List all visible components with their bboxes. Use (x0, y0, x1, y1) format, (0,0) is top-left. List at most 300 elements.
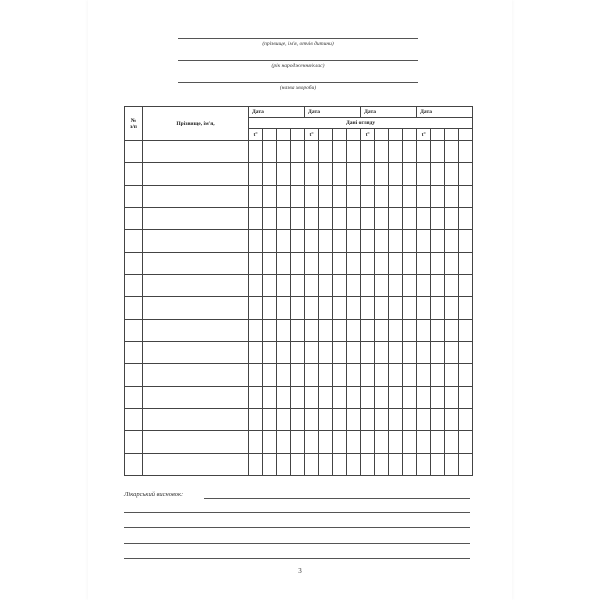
number-header-abbrev: з/п (130, 123, 137, 130)
table-cell[interactable] (125, 297, 143, 319)
table-cell[interactable] (375, 297, 389, 319)
table-cell[interactable] (459, 297, 473, 319)
table-cell[interactable] (389, 230, 403, 252)
table-cell[interactable] (459, 207, 473, 229)
table-cell[interactable] (333, 364, 347, 386)
table-row (125, 274, 473, 296)
table-cell[interactable] (403, 297, 417, 319)
table-cell[interactable] (445, 408, 459, 430)
table-cell[interactable] (431, 386, 445, 408)
table-row (125, 297, 473, 319)
table-cell[interactable] (431, 431, 445, 453)
table-cell[interactable] (445, 431, 459, 453)
conclusion-line[interactable] (124, 558, 470, 559)
table-cell[interactable] (347, 274, 361, 296)
table-cell[interactable] (333, 319, 347, 341)
table-cell[interactable] (291, 163, 305, 185)
table-cell[interactable] (125, 185, 143, 207)
table-cell[interactable] (389, 341, 403, 363)
table-cell[interactable] (375, 207, 389, 229)
table-cell[interactable] (125, 341, 143, 363)
table-cell[interactable] (389, 163, 403, 185)
table-cell[interactable] (291, 230, 305, 252)
table-cell[interactable] (389, 364, 403, 386)
table-cell[interactable] (319, 341, 333, 363)
table-cell[interactable] (445, 163, 459, 185)
table-cell[interactable] (305, 141, 319, 163)
table-cell[interactable] (445, 274, 459, 296)
table-cell[interactable] (431, 453, 445, 475)
table-row (125, 431, 473, 453)
table-cell[interactable] (333, 386, 347, 408)
table-cell[interactable] (143, 185, 249, 207)
table-row (125, 453, 473, 475)
table-cell[interactable] (319, 252, 333, 274)
table-cell[interactable] (277, 297, 291, 319)
table-cell[interactable] (389, 252, 403, 274)
table-cell[interactable] (375, 274, 389, 296)
table-cell[interactable] (125, 319, 143, 341)
table-cell[interactable] (143, 163, 249, 185)
table-cell[interactable] (361, 319, 375, 341)
table-cell[interactable] (305, 364, 319, 386)
table-cell[interactable] (291, 207, 305, 229)
table-cell[interactable] (249, 230, 263, 252)
table-cell[interactable] (305, 408, 319, 430)
table-cell[interactable] (375, 431, 389, 453)
number-column-header (125, 107, 143, 141)
table-cell[interactable] (333, 341, 347, 363)
table-cell[interactable] (459, 230, 473, 252)
table-cell[interactable] (417, 252, 431, 274)
table-cell[interactable] (389, 386, 403, 408)
table-cell[interactable] (143, 230, 249, 252)
table-cell[interactable] (361, 207, 375, 229)
table-cell[interactable] (445, 141, 459, 163)
table-cell[interactable] (417, 297, 431, 319)
table-cell[interactable] (445, 230, 459, 252)
table-cell[interactable] (263, 431, 277, 453)
table-cell[interactable] (305, 453, 319, 475)
table-cell[interactable] (319, 230, 333, 252)
table-cell[interactable] (143, 386, 249, 408)
table-cell[interactable] (291, 141, 305, 163)
table-cell[interactable] (403, 163, 417, 185)
table-cell[interactable] (291, 274, 305, 296)
table-cell[interactable] (459, 163, 473, 185)
table-cell[interactable] (445, 185, 459, 207)
table-cell[interactable] (305, 252, 319, 274)
table-cell[interactable] (389, 319, 403, 341)
table-cell[interactable] (361, 341, 375, 363)
table-cell[interactable] (417, 185, 431, 207)
table-cell[interactable] (319, 453, 333, 475)
table-cell[interactable] (319, 319, 333, 341)
table-cell[interactable] (263, 408, 277, 430)
table-cell[interactable] (347, 230, 361, 252)
table-cell[interactable] (319, 274, 333, 296)
table-cell[interactable] (249, 207, 263, 229)
table-cell[interactable] (403, 185, 417, 207)
name-column-header: Прізвище, ім'я, (143, 107, 249, 141)
table-cell[interactable] (333, 185, 347, 207)
table-cell[interactable] (459, 431, 473, 453)
table-cell[interactable] (361, 141, 375, 163)
field-line-child-name (178, 38, 418, 39)
table-cell[interactable] (125, 364, 143, 386)
table-cell[interactable] (263, 252, 277, 274)
table-cell[interactable] (417, 163, 431, 185)
table-cell[interactable] (361, 408, 375, 430)
table-cell[interactable] (347, 141, 361, 163)
table-cell[interactable] (459, 319, 473, 341)
table-cell[interactable] (143, 274, 249, 296)
table-cell[interactable] (389, 297, 403, 319)
table-cell[interactable] (417, 364, 431, 386)
table-cell[interactable] (125, 408, 143, 430)
table-cell[interactable] (347, 207, 361, 229)
table-cell[interactable] (249, 453, 263, 475)
table-cell[interactable] (445, 207, 459, 229)
table-cell[interactable] (249, 163, 263, 185)
table-cell[interactable] (361, 364, 375, 386)
number-header-symbol: № (130, 117, 137, 124)
table-cell[interactable] (445, 252, 459, 274)
table-cell[interactable] (277, 207, 291, 229)
table-cell[interactable] (389, 274, 403, 296)
table-cell[interactable] (417, 274, 431, 296)
table-cell[interactable] (361, 163, 375, 185)
table-cell[interactable] (305, 207, 319, 229)
table-cell[interactable] (249, 364, 263, 386)
table-cell[interactable] (291, 453, 305, 475)
table-cell[interactable] (291, 364, 305, 386)
table-cell[interactable] (305, 297, 319, 319)
table-cell[interactable] (403, 252, 417, 274)
table-cell[interactable] (319, 163, 333, 185)
table-cell[interactable] (403, 364, 417, 386)
table-cell[interactable] (403, 408, 417, 430)
table-cell[interactable] (249, 408, 263, 430)
table-cell[interactable] (125, 207, 143, 229)
table-cell[interactable] (445, 297, 459, 319)
table-cell[interactable] (263, 297, 277, 319)
table-cell[interactable] (319, 408, 333, 430)
table-cell[interactable] (143, 408, 249, 430)
table-cell[interactable] (445, 386, 459, 408)
table-cell[interactable] (347, 297, 361, 319)
table-cell[interactable] (375, 141, 389, 163)
table-cell[interactable] (459, 274, 473, 296)
table-cell[interactable] (431, 408, 445, 430)
table-cell[interactable] (125, 274, 143, 296)
table-cell[interactable] (291, 341, 305, 363)
table-cell[interactable] (249, 252, 263, 274)
table-cell[interactable] (333, 431, 347, 453)
table-cell[interactable] (417, 141, 431, 163)
sub-column-header (389, 129, 403, 141)
table-cell[interactable] (249, 341, 263, 363)
table-cell[interactable] (361, 297, 375, 319)
table-cell[interactable] (361, 185, 375, 207)
table-cell[interactable] (403, 341, 417, 363)
table-cell[interactable] (263, 185, 277, 207)
table-cell[interactable] (417, 341, 431, 363)
table-cell[interactable] (143, 141, 249, 163)
table-cell[interactable] (403, 319, 417, 341)
table-cell[interactable] (375, 163, 389, 185)
table-cell[interactable] (333, 141, 347, 163)
table-cell[interactable] (333, 163, 347, 185)
table-cell[interactable] (277, 319, 291, 341)
table-cell[interactable] (291, 252, 305, 274)
table-cell[interactable] (403, 453, 417, 475)
table-cell[interactable] (263, 230, 277, 252)
table-cell[interactable] (347, 252, 361, 274)
table-cell[interactable] (375, 252, 389, 274)
table-cell[interactable] (375, 453, 389, 475)
table-cell[interactable] (263, 141, 277, 163)
table-cell[interactable] (249, 386, 263, 408)
table-cell[interactable] (459, 453, 473, 475)
table-cell[interactable] (305, 185, 319, 207)
sub-column-header (319, 129, 333, 141)
table-cell[interactable] (277, 230, 291, 252)
table-cell[interactable] (431, 163, 445, 185)
table-cell[interactable] (347, 364, 361, 386)
table-row (125, 163, 473, 185)
table-cell[interactable] (333, 297, 347, 319)
table-cell[interactable] (431, 141, 445, 163)
doctor-conclusion-label: Лікарський висновок: (124, 491, 184, 498)
table-cell[interactable] (305, 341, 319, 363)
table-cell[interactable] (389, 185, 403, 207)
table-cell[interactable] (459, 141, 473, 163)
table-cell[interactable] (249, 431, 263, 453)
table-cell[interactable] (347, 319, 361, 341)
table-cell[interactable] (417, 207, 431, 229)
table-cell[interactable] (403, 274, 417, 296)
table-cell[interactable] (249, 185, 263, 207)
table-cell[interactable] (333, 274, 347, 296)
table-cell[interactable] (445, 319, 459, 341)
table-cell[interactable] (291, 408, 305, 430)
table-cell[interactable] (347, 163, 361, 185)
table-cell[interactable] (291, 386, 305, 408)
table-cell[interactable] (277, 141, 291, 163)
table-cell[interactable] (375, 185, 389, 207)
table-cell[interactable] (403, 207, 417, 229)
table-row (125, 319, 473, 341)
table-cell[interactable] (125, 141, 143, 163)
table-cell[interactable] (417, 386, 431, 408)
table-cell[interactable] (249, 141, 263, 163)
conclusion-line[interactable] (204, 498, 470, 499)
table-cell[interactable] (305, 163, 319, 185)
table-cell[interactable] (125, 252, 143, 274)
table-cell[interactable] (263, 453, 277, 475)
table-cell[interactable] (291, 319, 305, 341)
table-cell[interactable] (249, 319, 263, 341)
table-cell[interactable] (375, 319, 389, 341)
table-cell[interactable] (319, 386, 333, 408)
table-cell[interactable] (319, 141, 333, 163)
table-cell[interactable] (277, 408, 291, 430)
table-cell[interactable] (347, 453, 361, 475)
table-cell[interactable] (347, 341, 361, 363)
table-cell[interactable] (361, 386, 375, 408)
table-cell[interactable] (403, 141, 417, 163)
table-cell[interactable] (319, 185, 333, 207)
table-cell[interactable] (277, 386, 291, 408)
table-cell[interactable] (263, 274, 277, 296)
table-cell[interactable] (333, 207, 347, 229)
table-cell[interactable] (305, 386, 319, 408)
table-cell[interactable] (417, 230, 431, 252)
table-cell[interactable] (319, 431, 333, 453)
table-cell[interactable] (263, 207, 277, 229)
table-cell[interactable] (305, 274, 319, 296)
table-cell[interactable] (389, 408, 403, 430)
table-cell[interactable] (361, 252, 375, 274)
table-cell[interactable] (459, 341, 473, 363)
table-cell[interactable] (143, 364, 249, 386)
table-cell[interactable] (277, 364, 291, 386)
table-cell[interactable] (277, 453, 291, 475)
table-cell[interactable] (431, 297, 445, 319)
table-cell[interactable] (361, 453, 375, 475)
sub-column-header (403, 129, 417, 141)
table-cell[interactable] (361, 431, 375, 453)
table-cell[interactable] (361, 274, 375, 296)
table-cell[interactable] (403, 431, 417, 453)
sub-column-header (459, 129, 473, 141)
table-cell[interactable] (333, 230, 347, 252)
table-cell[interactable] (375, 386, 389, 408)
table-cell[interactable] (319, 207, 333, 229)
sub-column-header (445, 129, 459, 141)
table-cell[interactable] (333, 408, 347, 430)
table-cell[interactable] (249, 274, 263, 296)
table-cell[interactable] (333, 453, 347, 475)
table-cell[interactable] (143, 431, 249, 453)
table-cell[interactable] (125, 386, 143, 408)
table-cell[interactable] (431, 185, 445, 207)
table-cell[interactable] (445, 453, 459, 475)
table-cell[interactable] (143, 453, 249, 475)
table-cell[interactable] (305, 319, 319, 341)
table-cell[interactable] (277, 341, 291, 363)
table-cell[interactable] (143, 252, 249, 274)
table-cell[interactable] (263, 386, 277, 408)
table-cell[interactable] (277, 185, 291, 207)
table-cell[interactable] (459, 185, 473, 207)
table-cell[interactable] (263, 163, 277, 185)
table-cell[interactable] (431, 207, 445, 229)
table-cell[interactable] (143, 341, 249, 363)
date-header-4: Дата (417, 107, 473, 118)
table-cell[interactable] (305, 431, 319, 453)
table-cell[interactable] (417, 408, 431, 430)
table-cell[interactable] (125, 431, 143, 453)
table-cell[interactable] (277, 163, 291, 185)
table-cell[interactable] (125, 230, 143, 252)
table-row (125, 364, 473, 386)
table-row (125, 141, 473, 163)
sub-column-header (431, 129, 445, 141)
table-cell[interactable] (249, 297, 263, 319)
table-cell[interactable] (375, 341, 389, 363)
table-cell[interactable] (459, 408, 473, 430)
caption-disease: (назва хвороби) (279, 85, 317, 91)
table-cell[interactable] (143, 319, 249, 341)
table-cell[interactable] (459, 386, 473, 408)
table-cell[interactable] (445, 341, 459, 363)
table-cell[interactable] (333, 252, 347, 274)
table-cell[interactable] (277, 274, 291, 296)
table-cell[interactable] (431, 252, 445, 274)
table-cell[interactable] (125, 163, 143, 185)
conclusion-line[interactable] (124, 543, 470, 544)
date-header-3: Дата (361, 107, 417, 118)
table-cell[interactable] (459, 252, 473, 274)
table-cell[interactable] (431, 319, 445, 341)
table-cell[interactable] (417, 453, 431, 475)
table-cell[interactable] (143, 207, 249, 229)
conclusion-line[interactable] (124, 512, 470, 513)
table-cell[interactable] (417, 431, 431, 453)
table-cell[interactable] (347, 386, 361, 408)
table-cell[interactable] (263, 319, 277, 341)
table-cell[interactable] (347, 408, 361, 430)
table-cell[interactable] (389, 141, 403, 163)
table-cell[interactable] (459, 364, 473, 386)
table-cell[interactable] (431, 364, 445, 386)
table-cell[interactable] (291, 297, 305, 319)
table-cell[interactable] (263, 341, 277, 363)
table-cell[interactable] (361, 230, 375, 252)
table-cell[interactable] (291, 185, 305, 207)
table-cell[interactable] (375, 364, 389, 386)
table-cell[interactable] (431, 230, 445, 252)
table-cell[interactable] (431, 274, 445, 296)
table-cell[interactable] (375, 408, 389, 430)
sub-column-header (291, 129, 305, 141)
table-cell[interactable] (347, 185, 361, 207)
table-cell[interactable] (389, 207, 403, 229)
table-cell[interactable] (417, 319, 431, 341)
conclusion-line[interactable] (124, 527, 470, 528)
table-cell[interactable] (291, 431, 305, 453)
table-cell[interactable] (125, 453, 143, 475)
table-cell[interactable] (389, 431, 403, 453)
table-cell[interactable] (305, 230, 319, 252)
table-cell[interactable] (277, 431, 291, 453)
table-cell[interactable] (403, 386, 417, 408)
table-cell[interactable] (319, 297, 333, 319)
table-cell[interactable] (389, 453, 403, 475)
table-cell[interactable] (347, 431, 361, 453)
table-cell[interactable] (143, 297, 249, 319)
table-cell[interactable] (403, 230, 417, 252)
table-cell[interactable] (263, 364, 277, 386)
temperature-header-3: t° (361, 129, 375, 141)
table-cell[interactable] (375, 230, 389, 252)
table-cell[interactable] (445, 364, 459, 386)
table-cell[interactable] (319, 364, 333, 386)
table-cell[interactable] (277, 252, 291, 274)
table-cell[interactable] (431, 341, 445, 363)
